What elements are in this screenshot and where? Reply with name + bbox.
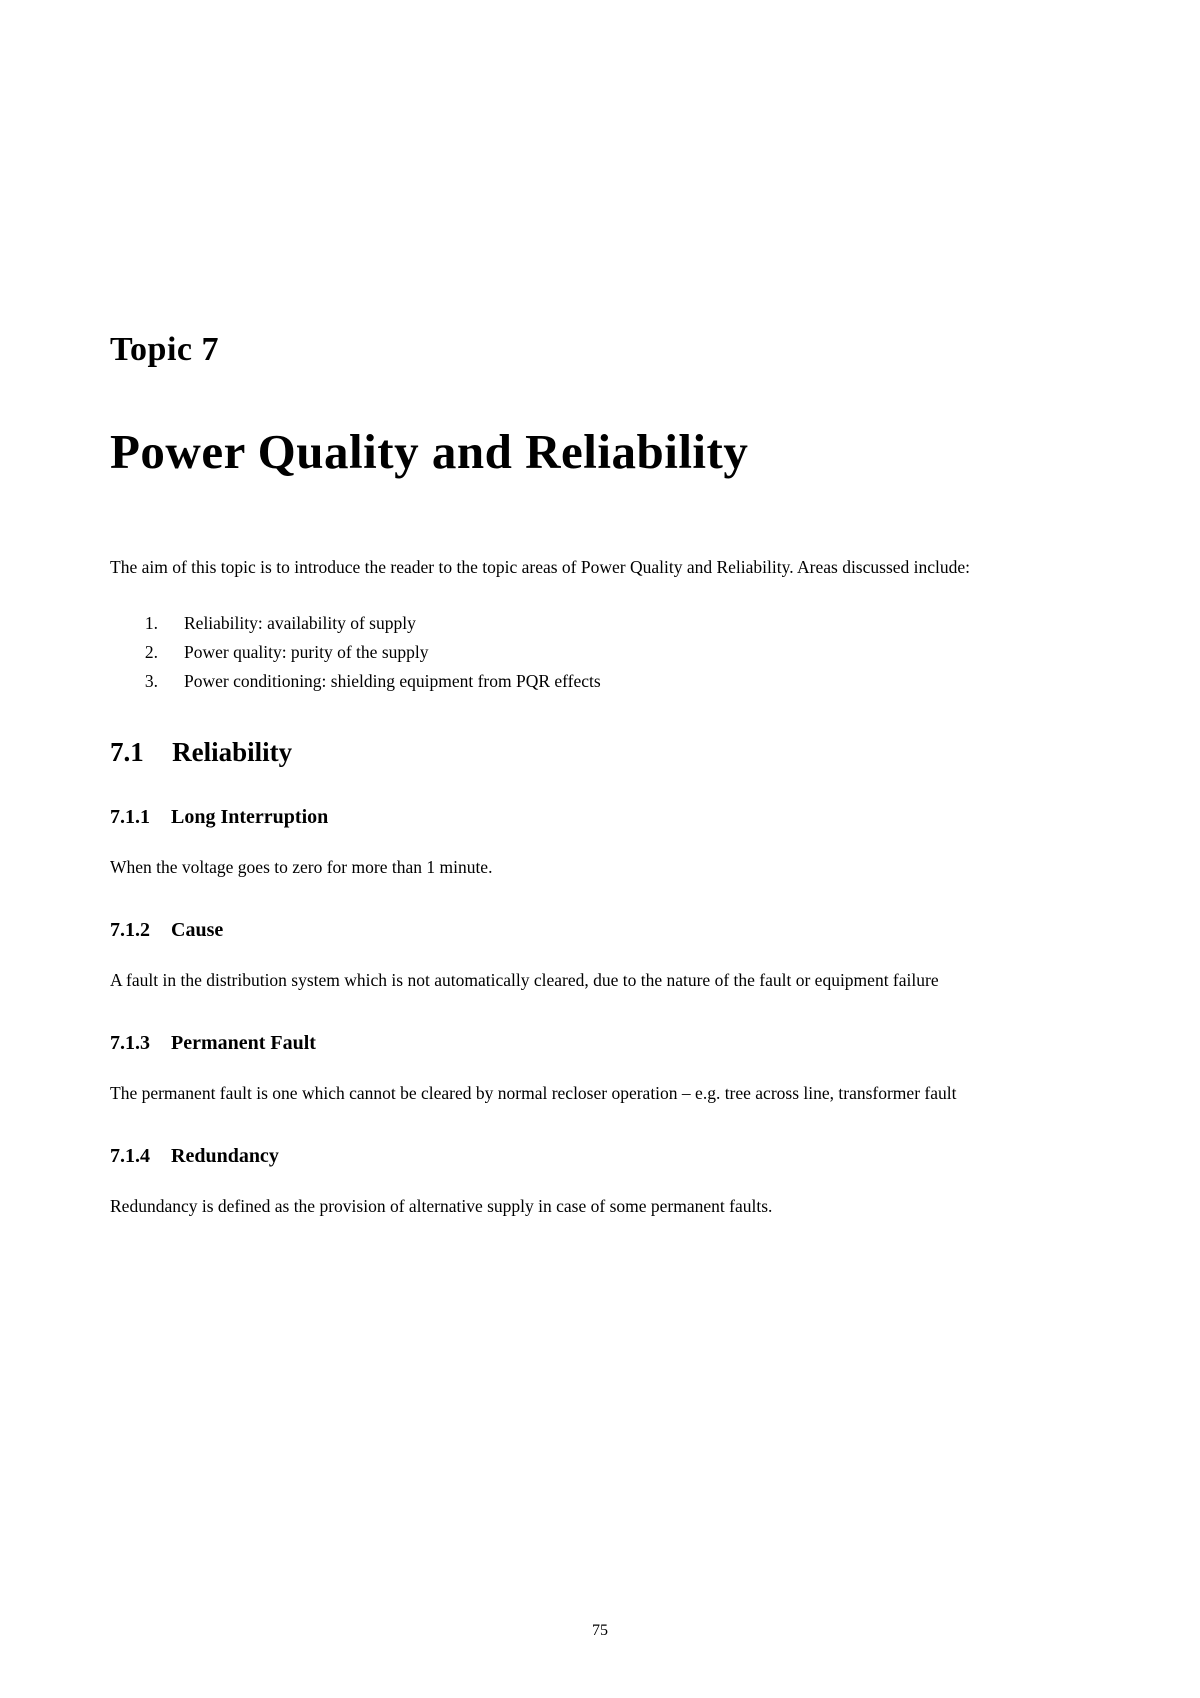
section-title: Reliability [172,737,293,767]
subsection-permanent-fault [110,1030,1092,1107]
page-number: 75 [592,1622,608,1639]
intro-paragraph: The aim of this topic is to introduce the reader to the topic areas of Power Quality and Reliability. Areas discussed include: [110,557,971,577]
subsection-title: Cause [171,918,224,941]
section-heading-7-1 [110,738,1092,768]
subsection-number: 7.1.4 [110,1144,150,1167]
subsection-body: A fault in the distribution system which is not automatically cleared, due to the nature of the fault or equipment failure [110,969,939,990]
subsection-long-interruption [110,804,1092,881]
list-item-number: 1. [144,613,158,633]
subsection-number: 7.1.2 [110,918,150,941]
subsection-body: When the voltage goes to zero for more than 1 minute. [110,856,493,877]
list-item-number: 2. [144,642,158,662]
section-number: 7.1 [110,737,144,767]
subsection-number: 7.1.1 [110,805,150,828]
list-item-text: Power quality: purity of the supply [184,642,429,662]
list-item [110,609,1092,638]
subsection-title: Redundancy [171,1144,279,1167]
list-item [110,667,1092,696]
list-item-number: 3. [144,671,158,691]
subsection-body: The permanent fault is one which cannot be cleared by normal recloser operation – e.g. tree across line, transformer fault [110,1082,957,1103]
subsection-body: Redundancy is defined as the provision of alternative supply in case of some permanent faults. [110,1195,773,1216]
subsection-heading [110,804,1092,830]
list-item-text: Power conditioning: shielding equipment from PQR effects [184,671,601,691]
subsection-title: Long Interruption [171,805,329,828]
subsection-title: Permanent Fault [171,1031,316,1054]
chapter-label: Topic 7 [110,331,220,368]
list-item-text: Reliability: availability of supply [184,613,416,633]
subsection-redundancy [110,1143,1092,1220]
topic-list [110,609,1092,696]
list-item [110,638,1092,667]
subsection-cause [110,917,1092,994]
subsection-heading [110,1143,1092,1169]
subsection-heading [110,1030,1092,1056]
subsection-heading [110,917,1092,943]
page-title: Power Quality and Reliability [110,424,749,479]
subsection-number: 7.1.3 [110,1031,150,1054]
